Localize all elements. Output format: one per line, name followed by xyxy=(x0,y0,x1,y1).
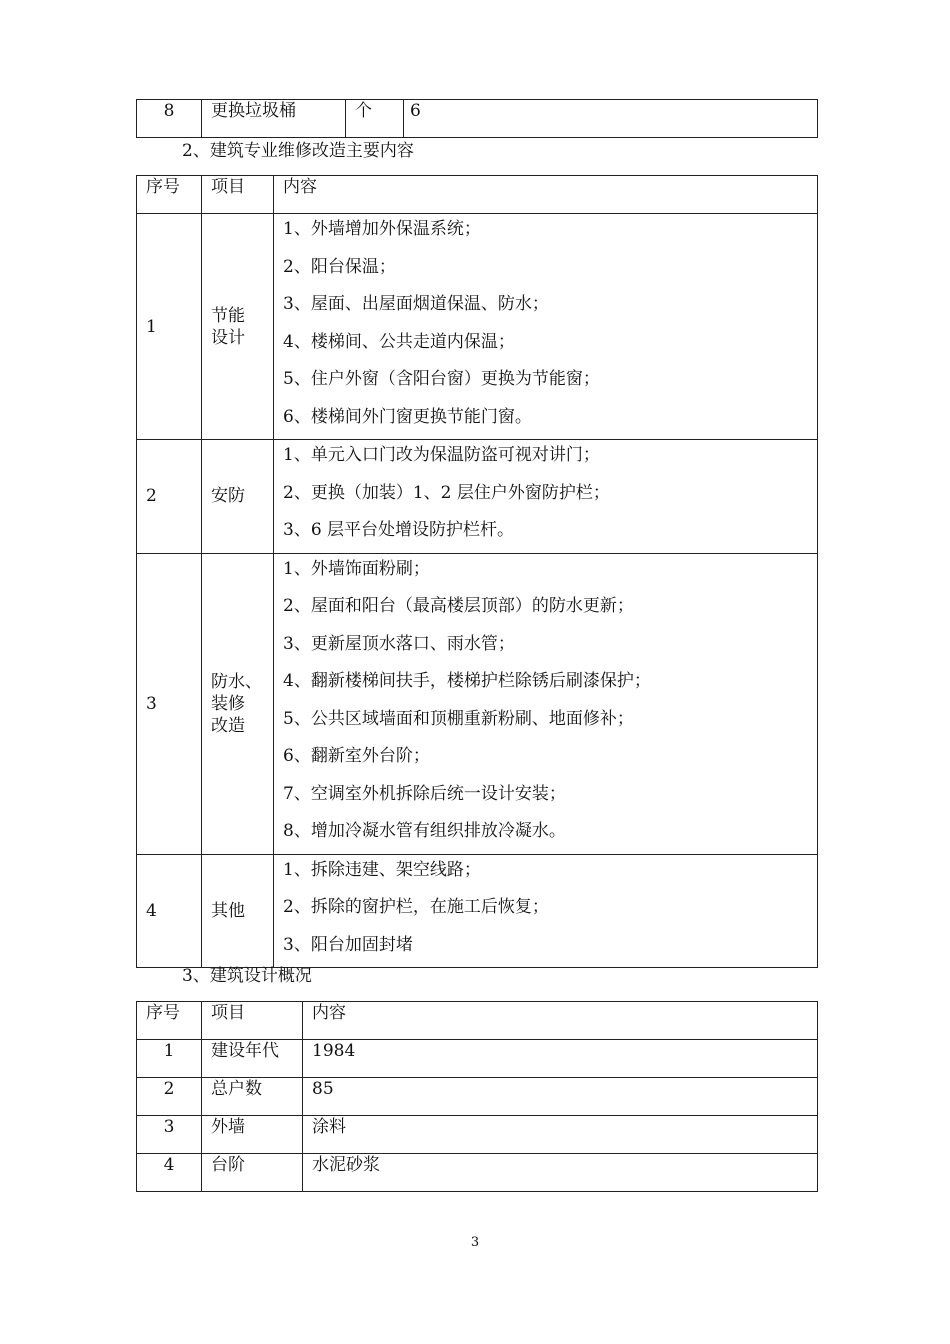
table-row xyxy=(137,440,818,554)
table-row xyxy=(137,1154,818,1192)
row-number: 1 xyxy=(137,1040,202,1078)
row-number: 2 xyxy=(137,1078,202,1116)
row-item: 防水、 装修 改造 xyxy=(202,553,274,854)
row-item: 建设年代 xyxy=(202,1040,303,1078)
content-line: 2、更换（加装）1、2 层住户外窗防护栏； xyxy=(283,482,610,503)
row-number: 2 xyxy=(137,440,202,554)
row-content xyxy=(274,214,818,440)
content-line: 5、公共区域墙面和顶棚重新粉刷、地面修补； xyxy=(283,708,634,729)
row-content xyxy=(274,854,818,968)
section3-heading: 3、建筑设计概况 xyxy=(182,966,312,986)
row-item: 台阶 xyxy=(202,1154,303,1192)
content-line: 4、楼梯间、公共走道内保温； xyxy=(283,331,515,352)
content-line: 3、更新屋顶水落口、雨水管； xyxy=(283,633,515,654)
content-line: 1、外墙增加外保温系统； xyxy=(283,219,481,239)
header-item: 项目 xyxy=(202,176,274,214)
row-item: 其他 xyxy=(202,854,274,968)
table-row xyxy=(137,1116,818,1154)
content-line: 3、屋面、出屋面烟道保温、防水； xyxy=(283,294,549,314)
table-row xyxy=(137,1040,818,1078)
row-unit: 个 xyxy=(346,100,404,138)
content-line: 1、拆除违建、架空线路； xyxy=(283,859,481,880)
row-content: 85 xyxy=(303,1078,818,1116)
row-number: 3 xyxy=(137,1116,202,1154)
content-line: 5、住户外窗（含阳台窗）更换为节能窗； xyxy=(283,369,600,389)
row-number: 4 xyxy=(137,854,202,968)
content-line: 1、外墙饰面粉刷； xyxy=(283,558,430,579)
content-line: 6、翻新室外台阶； xyxy=(283,746,430,766)
table-row xyxy=(137,1078,818,1116)
header-no: 序号 xyxy=(137,176,202,214)
page-number: 3 xyxy=(470,1235,480,1250)
header-content: 内容 xyxy=(274,176,818,214)
content-line: 1、单元入口门改为保温防盗可视对讲门； xyxy=(283,445,600,465)
row-number: 3 xyxy=(137,553,202,854)
row-number: 1 xyxy=(137,214,202,440)
row-item: 安防 xyxy=(202,440,274,554)
content-line: 6、楼梯间外门窗更换节能门窗。 xyxy=(283,406,532,427)
content-line: 2、屋面和阳台（最高楼层顶部）的防水更新； xyxy=(283,596,634,616)
table-row xyxy=(137,214,818,440)
content-line: 4、翻新楼梯间扶手，楼梯护栏除锈后刷漆保护； xyxy=(283,671,651,691)
row-quantity: 6 xyxy=(404,100,818,138)
table-row xyxy=(137,553,818,854)
section2-heading: 2、建筑专业维修改造主要内容 xyxy=(182,141,414,161)
row-content: 涂料 xyxy=(303,1116,818,1154)
row-item: 外墙 xyxy=(202,1116,303,1154)
row-number: 8 xyxy=(137,100,202,138)
content-line: 7、空调室外机拆除后统一设计安装； xyxy=(283,783,566,804)
content-line: 3、6 层平台处增设防护栏杆。 xyxy=(283,520,515,540)
row-number: 4 xyxy=(137,1154,202,1192)
row-content xyxy=(274,440,818,554)
table-row xyxy=(137,854,818,968)
content-line: 3、阳台加固封堵 xyxy=(283,934,413,955)
row-content: 水泥砂浆 xyxy=(303,1154,818,1192)
section2-table xyxy=(136,175,818,968)
row-item: 更换垃圾桶 xyxy=(202,100,346,138)
content-line: 8、增加冷凝水管有组织排放冷凝水。 xyxy=(283,821,566,841)
content-line: 2、拆除的窗护栏，在施工后恢复； xyxy=(283,897,549,917)
row-item: 节能 设计 xyxy=(202,214,274,440)
top-table xyxy=(136,99,818,138)
content-line: 2、阳台保温； xyxy=(283,256,396,277)
row-item: 总户数 xyxy=(202,1078,303,1116)
row-content xyxy=(274,553,818,854)
header-item: 项目 xyxy=(202,1002,303,1040)
section3-table xyxy=(136,1001,818,1192)
row-content: 1984 xyxy=(303,1040,818,1078)
header-content: 内容 xyxy=(303,1002,818,1040)
header-no: 序号 xyxy=(137,1002,202,1040)
